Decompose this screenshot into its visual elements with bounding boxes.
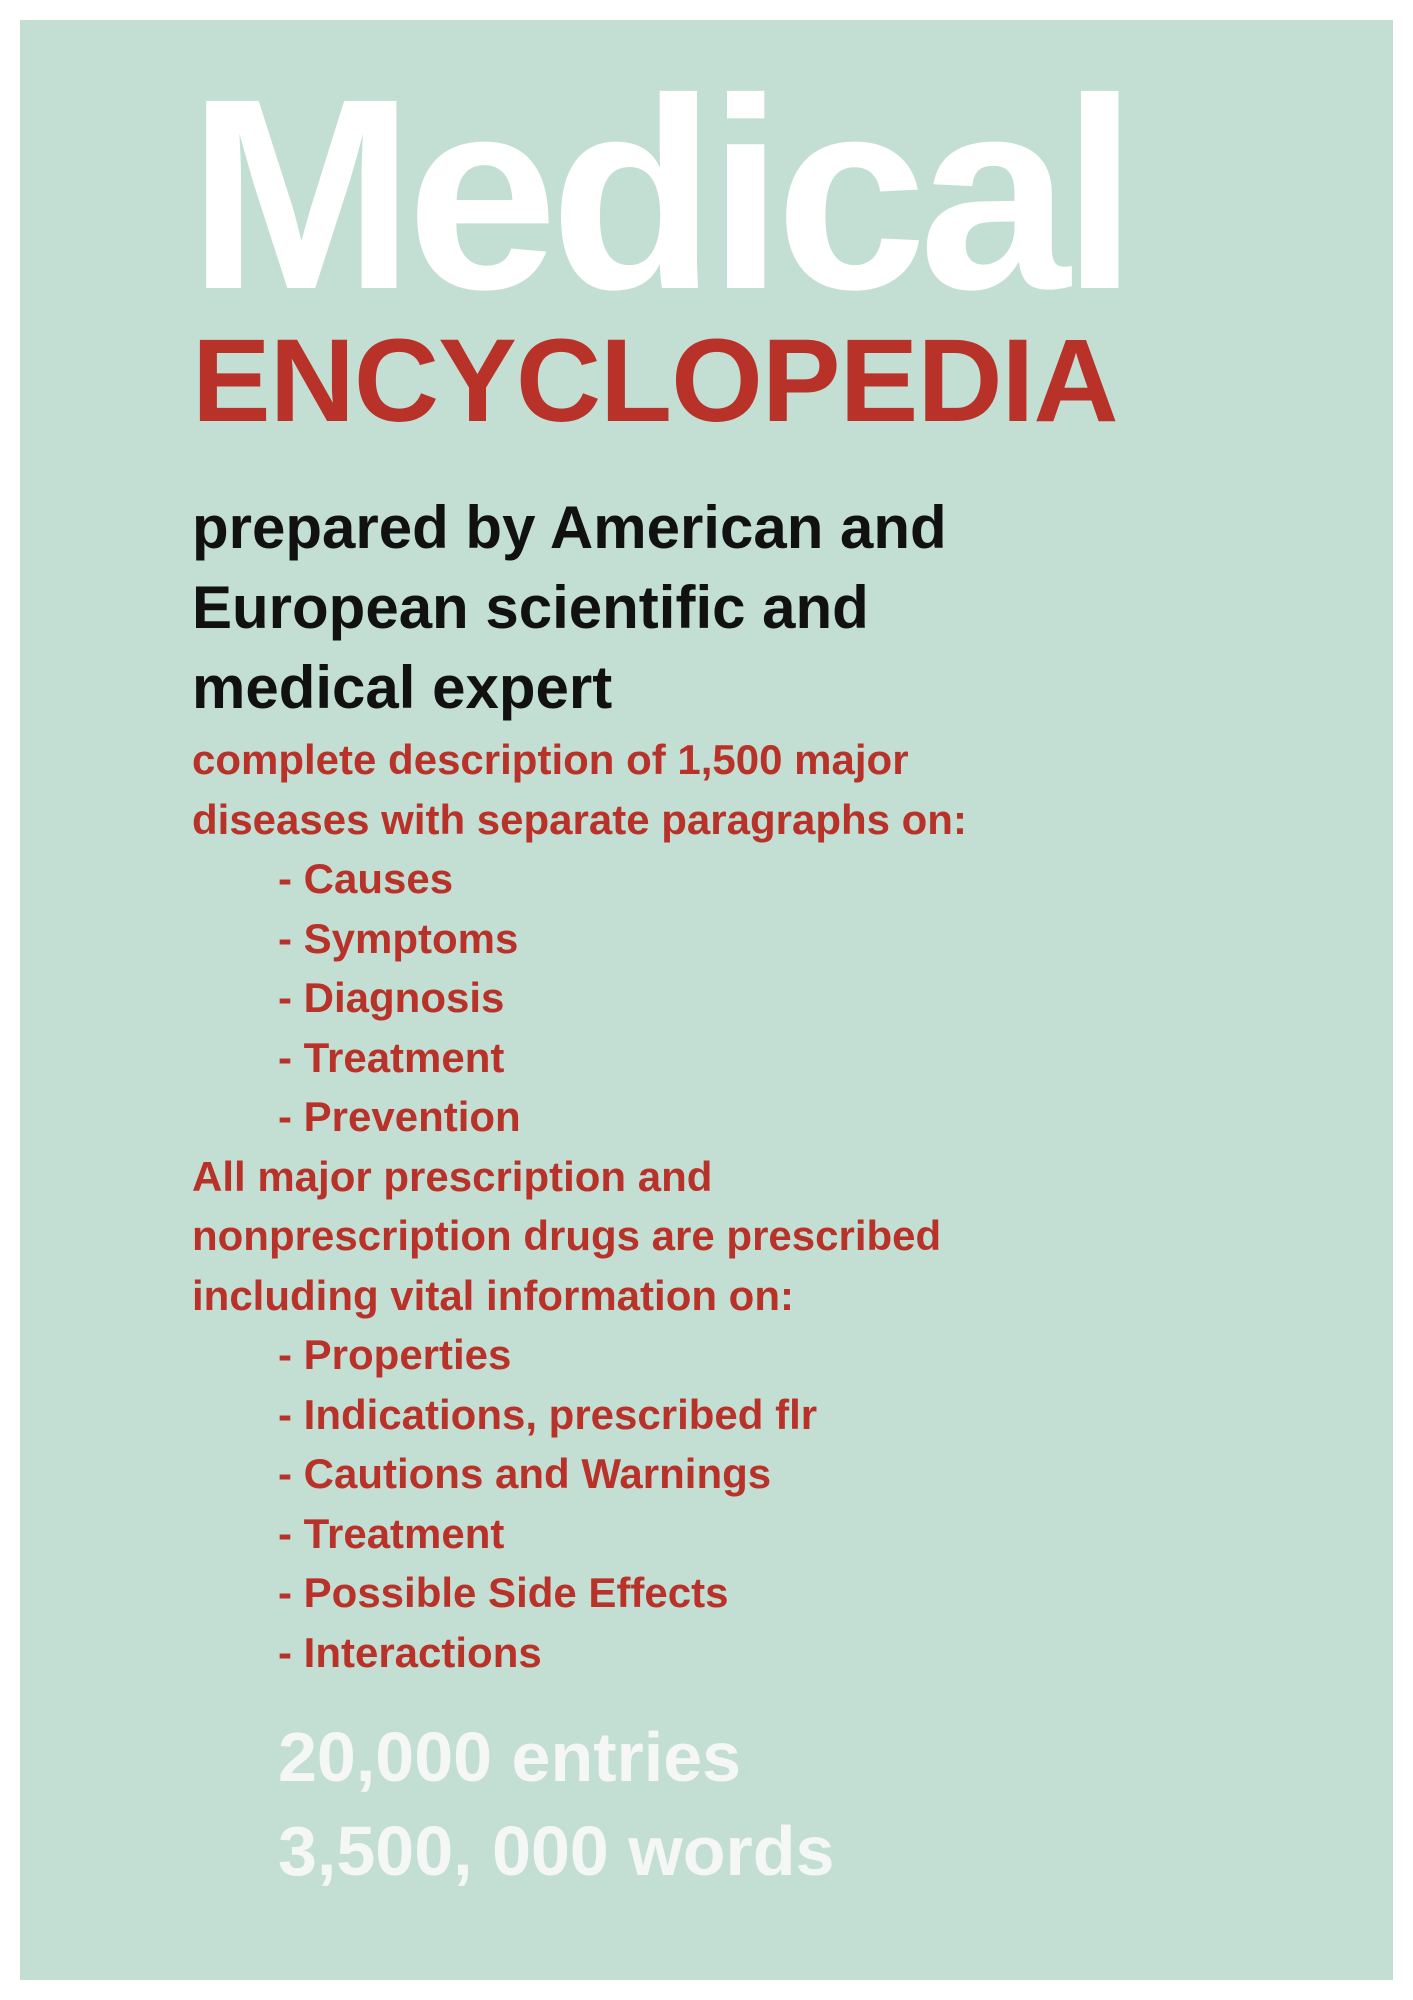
prepared-by-line: European scientific and (192, 574, 869, 641)
drugs-intro-line: including vital information on: (192, 1271, 794, 1319)
disease-topic-item: - Symptoms (278, 914, 519, 962)
drug-topic-item: - Cautions and Warnings (278, 1450, 772, 1497)
drug-topic-item: - Interactions (278, 1628, 542, 1676)
prepared-by-line: medical expert (192, 654, 613, 721)
drug-topic-item: - Treatment (278, 1509, 505, 1557)
stats-block (278, 1710, 834, 1898)
cover-title: Medical (188, 42, 1130, 346)
drug-topic-item: - Indications, prescribed flr (278, 1390, 818, 1438)
diseases-intro-line: complete description of 1,500 major (192, 736, 909, 783)
cover-subtitle: ENCYCLOPEDIA (192, 315, 1118, 447)
disease-topic-item: - Prevention (278, 1093, 521, 1140)
prepared-by-line: prepared by American and (192, 494, 947, 561)
entries-count: 20,000 entries (278, 1718, 742, 1796)
drug-topic-item: - Properties (278, 1331, 512, 1378)
words-count: 3,500, 000 words (278, 1812, 835, 1890)
description-block (192, 730, 967, 1682)
disease-topic-item: - Diagnosis (278, 974, 505, 1021)
drugs-intro-line: All major prescription and (192, 1152, 713, 1200)
diseases-intro-line: diseases with separate paragraphs on: (192, 795, 967, 843)
drugs-intro-line: nonprescription drugs are prescribed (192, 1212, 942, 1259)
drug-topic-item: - Possible Side Effects (278, 1569, 729, 1616)
prepared-by-block (192, 488, 947, 728)
cover-page (20, 20, 1393, 1980)
disease-topic-item: - Treatment (278, 1033, 505, 1081)
disease-topic-item: - Causes (278, 855, 454, 902)
